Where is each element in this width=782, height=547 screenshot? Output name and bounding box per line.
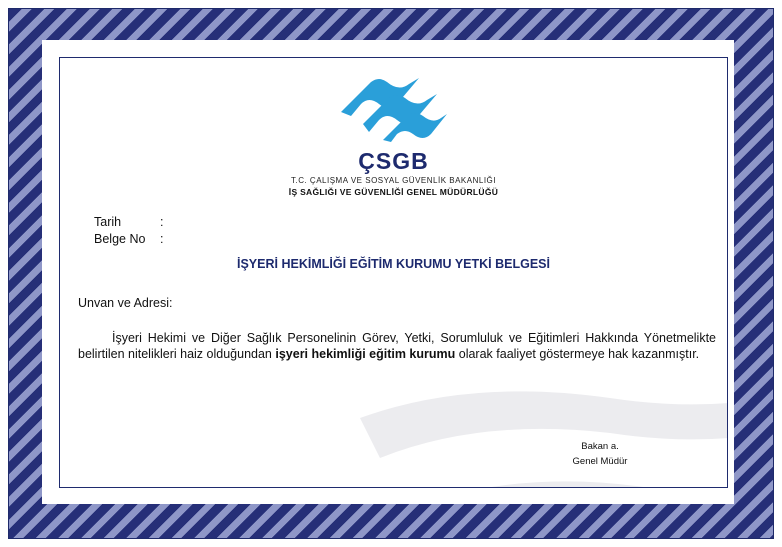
- directorate-name: İŞ SAĞLIĞI VE GÜVENLİĞİ GENEL MÜDÜRLÜĞÜ: [288, 187, 499, 197]
- document-number-separator: :: [160, 232, 164, 246]
- certificate-body: [78, 330, 716, 362]
- body-text-part1: İşyeri Hekimi ve Diğer Sağlık Personelinin Görev, Yetki, Sorumluluk ve Eğitimleri Hakkında Yönetmelikte belirtilen nitelikleri haiz olduğundan: [78, 331, 716, 361]
- date-separator: :: [160, 215, 164, 229]
- address-label: Unvan ve Adresi:: [78, 296, 173, 310]
- signature-line-1: Bakan a.: [581, 441, 619, 452]
- certificate-panel: [59, 57, 728, 488]
- date-label: Tarih: [94, 215, 122, 229]
- certificate-title: İŞYERİ HEKİMLİĞİ EĞİTİM KURUMU YETKİ BELGESİ: [237, 257, 550, 271]
- body-text-part2: olarak faaliyet göstermeye hak kazanmıştır.: [455, 347, 700, 361]
- date-row: [94, 215, 163, 229]
- ministry-name: T.C. ÇALIŞMA VE SOSYAL GÜVENLİK BAKANLIĞI: [290, 176, 496, 185]
- signature-block: [540, 439, 660, 469]
- document-number-label: Belge No: [94, 232, 146, 246]
- brand-wordmark: ÇSGB: [358, 148, 429, 174]
- wave-watermark-icon: [350, 388, 728, 488]
- signature-line-2: Genel Müdür: [572, 456, 628, 467]
- csgb-wave-logo-icon: [339, 78, 447, 144]
- document-number-row: [94, 232, 163, 246]
- body-text-bold: işyeri hekimliği eğitim kurumu: [275, 347, 456, 361]
